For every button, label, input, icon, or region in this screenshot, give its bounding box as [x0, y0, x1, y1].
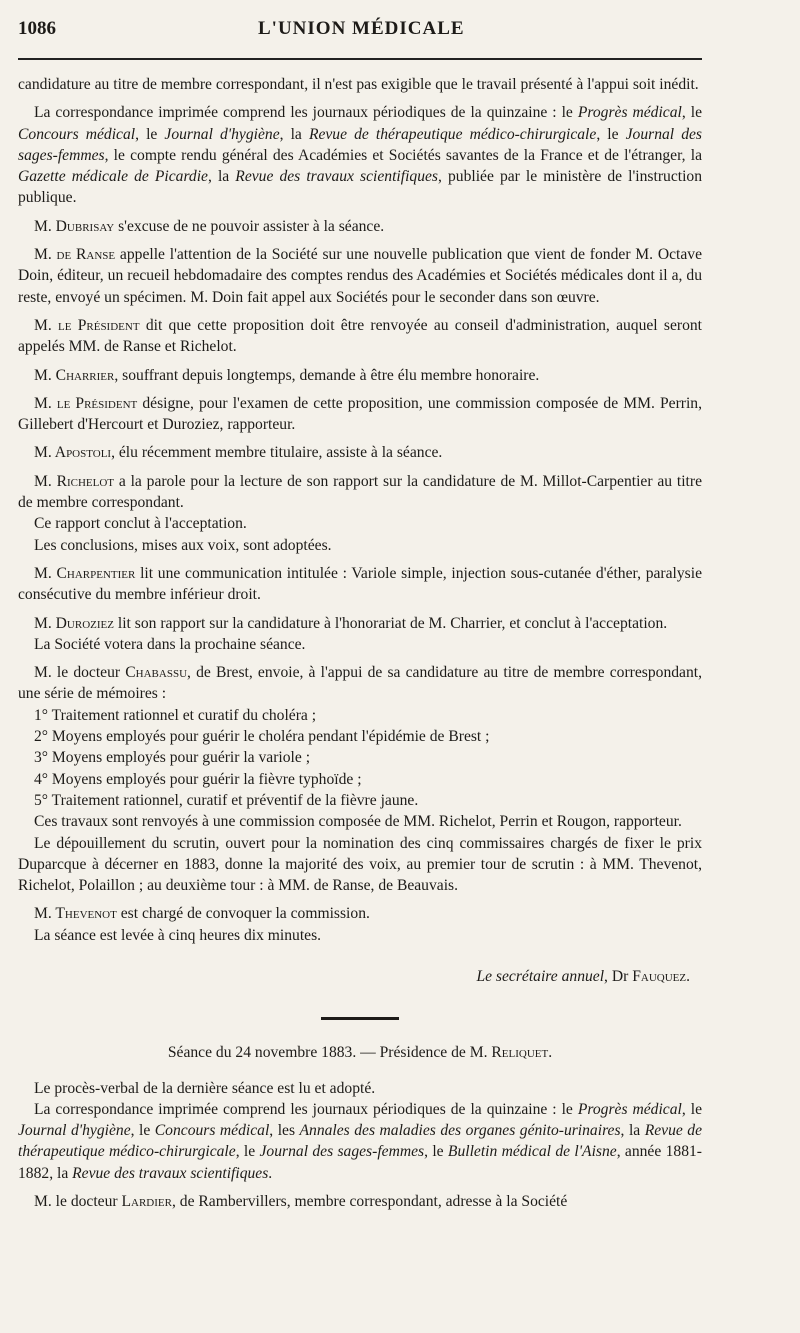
list-item: 5° Traitement rationnel, curatif et préventif de la fièvre jaune.: [34, 791, 419, 809]
paragraph: M. le docteur Lardier, de Rambervillers, membre correspondant, adresse à la Société: [34, 1193, 568, 1211]
page-header: [18, 18, 702, 60]
paragraph: Le dépouillement du scrutin, ouvert pour la nomination des cinq commissaires chargés de fixer le prix Duparcque à décerner en 1883, donne la majorité des voix, au premier tour de scrutin : à MM. Thevenot, Richelot, Polaillon ; au deuxième tour : à MM. de Ranse, de Beauvais.: [18, 834, 702, 895]
paragraph: M. le Président dit que cette proposition doit être renvoyée au conseil d'administration, auquel seront appelés MM. de Ranse et Richelot.: [18, 316, 702, 356]
paragraph: Ces travaux sont renvoyés à une commission composée de MM. Richelot, Perrin et Rougon, rapporteur.: [34, 813, 682, 831]
paragraph: M. Richelot a la parole pour la lecture de son rapport sur la candidature de M. Millot-Carpentier au titre de membre correspondant.: [18, 472, 702, 512]
paragraph: M. Charpentier lit une communication intitulée : Variole simple, injection sous-cutanée d'éther, paralysie consécutive du membre inférieur droit.: [18, 564, 702, 604]
paragraph: Ce rapport conclut à l'acceptation.: [34, 515, 247, 533]
journal-title: L'UNION MÉDICALE: [258, 18, 465, 39]
paragraph: M. le docteur Chabassu, de Brest, envoie, à l'appui de sa candidature au titre de membre correspondant, une série de mémoires :: [18, 664, 702, 703]
paragraph: M. Dubrisay s'excuse de ne pouvoir assister à la séance.: [34, 217, 385, 235]
paragraph: La Société votera dans la prochaine séance.: [34, 635, 306, 653]
list-item: 1° Traitement rationnel et curatif du choléra ;: [34, 706, 317, 724]
paragraph: M. Thevenot est chargé de convoquer la commission.: [34, 905, 370, 923]
article-body: [18, 74, 702, 1212]
section-divider: [321, 1017, 399, 1020]
paragraph: Le procès-verbal de la dernière séance est lu et adopté.: [34, 1079, 376, 1097]
paragraph-correspondance: La correspondance imprimée comprend les journaux périodiques de la quinzaine : le Progrès médical, le Concours médical, le Journal d'hygiène, la Revue de thérapeutique médico-chirurgicale, le Journal des sages-femmes, le compte rendu général des Académies et Sociétés savantes de la France et de l'étranger, la Gazette médicale de Picardie, la Revue des travaux scientifiques, publiée par le ministère de l'instruction publique.: [18, 104, 703, 207]
paragraph-correspondance: La correspondance imprimée comprend les journaux périodiques de la quinzaine : le Progrès médical, le Journal d'hygiène, le Concours médical, les Annales des maladies des organes génito-urinaires, la Revue de thérapeutique médico-chirurgicale, le Journal des sages-femmes, le Bulletin médical de l'Aisne, année 1881-1882, la Revue des travaux scientifiques.: [18, 1100, 703, 1182]
seance-heading: Séance du 24 novembre 1883. — Présidence de M. Reliquet.: [167, 1044, 553, 1062]
signature: Le secrétaire annuel, Dr Fauquez.: [476, 967, 690, 985]
paragraph: La séance est levée à cinq heures dix minutes.: [34, 926, 322, 944]
paragraph: M. le Président désigne, pour l'examen de cette proposition, une commission composée de MM. Perrin, Gillebert d'Hercourt et Duroziez, rapporteur.: [18, 394, 702, 434]
list-item: 3° Moyens employés pour guérir la variole ;: [34, 749, 311, 767]
paragraph: M. Duroziez lit son rapport sur la candidature à l'honorariat de M. Charrier, et conclut à l'acceptation.: [34, 614, 668, 632]
paragraph: M. Charrier, souffrant depuis longtemps, demande à être élu membre honoraire.: [34, 366, 540, 384]
paragraph: M. de Ranse appelle l'attention de la Société sur une nouvelle publication que vient de fonder M. Octave Doin, éditeur, un recueil hebdomadaire des comptes rendus des Académies et Sociétés médicales dont il a, du reste, envoyé un spécimen. M. Doin fait appel aux Sociétés pour le seconder dans son œuvre.: [18, 246, 702, 306]
list-item: 2° Moyens employés pour guérir le choléra pendant l'épidémie de Brest ;: [34, 728, 490, 746]
page-number: 1086: [18, 18, 56, 39]
memoires-list: [18, 705, 702, 811]
list-item: 4° Moyens employés pour guérir la fièvre typhoïde ;: [34, 770, 362, 788]
paragraph: M. Apostoli, élu récemment membre titulaire, assiste à la séance.: [34, 444, 443, 462]
paragraph: Les conclusions, mises aux voix, sont adoptées.: [34, 536, 332, 554]
paragraph: candidature au titre de membre correspondant, il n'est pas exigible que le travail présenté à l'appui soit inédit.: [18, 76, 699, 93]
